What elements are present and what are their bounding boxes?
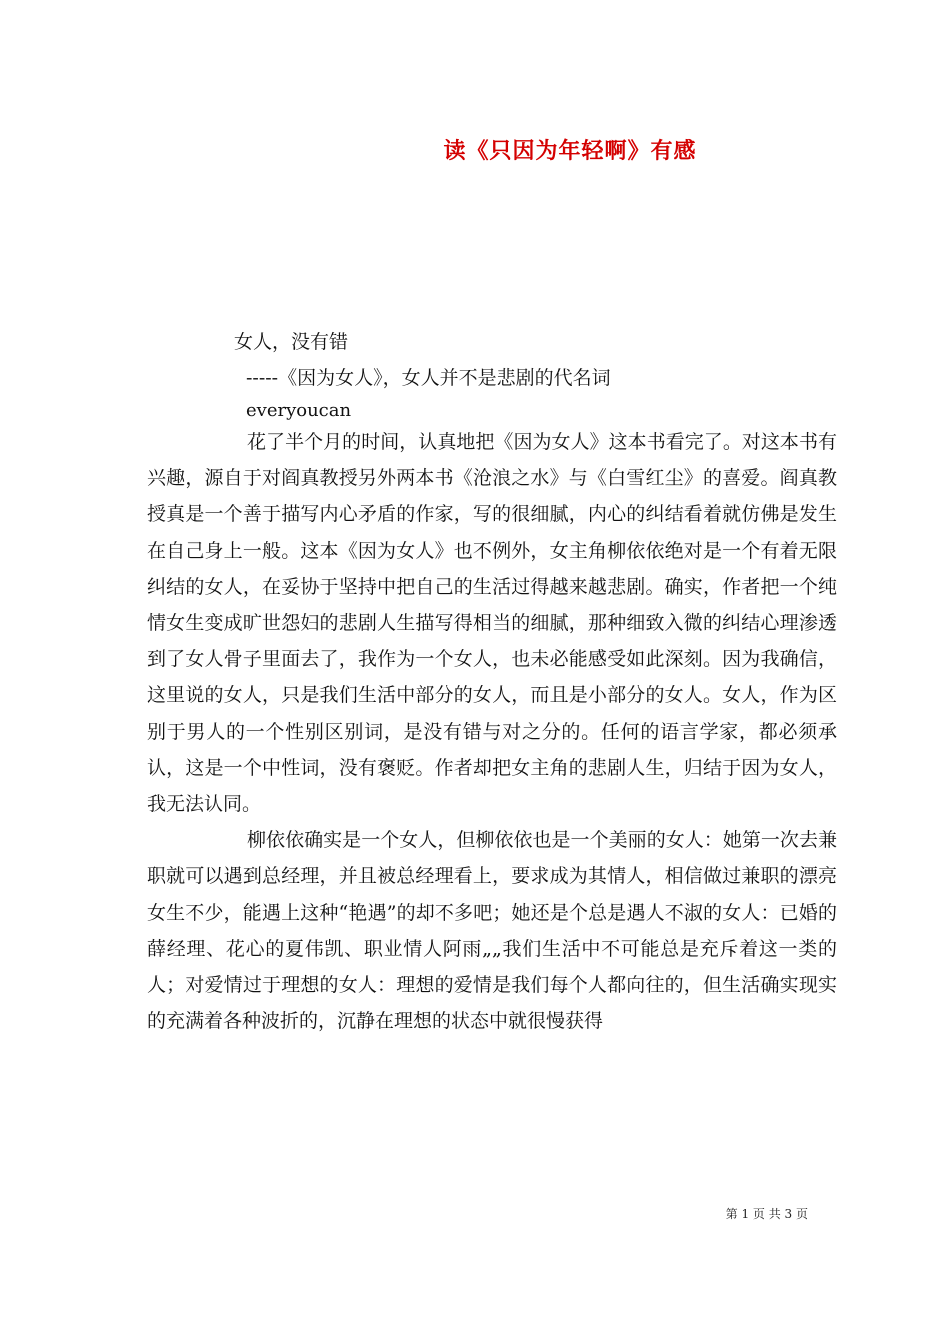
subtitle: -----《因为女人》，女人并不是悲剧的代名词 <box>246 367 611 389</box>
body-text <box>147 424 837 1039</box>
paragraph: 花了半个月的时间，认真地把《因为女人》这本书看完了。对这本书有兴趣，源自于对阎真教授另外两本书《沧浪之水》与《白雪红尘》的喜爱。阎真教授真是一个善于描写内心矛盾的作家，写的很细腻，内心的纠结看着就仿佛是发生在自己身上一般。这本《因为女人》也不例外，女主角柳依依绝对是一个有着无限纠结的女人，在妥协于坚持中把自己的生活过得越来越悲剧。确实，作者把一个纯情女生变成旷世怨妇的悲剧人生描写得相当的细腻，那种细致入微的纠结心理渗透到了女人骨子里面去了，我作为一个女人，也未必能感受如此深刻。因为我确信，这里说的女人，只是我们生活中部分的女人，而且是小部分的女人。女人，作为区别于男人的一个性别区别词，是没有错与对之分的。任何的语言学家，都必须承认，这是一个中性词，没有褒贬。作者却把女主角的悲剧人生，归结于因为女人，我无法认同。 <box>147 431 837 816</box>
page-number: 第 1 页 共 3 页 <box>725 1207 808 1221</box>
paragraph: 柳依依确实是一个女人，但柳依依也是一个美丽的女人：她第一次去兼职就可以遇到总经理，并且被总经理看上，要求成为其情人，相信做过兼职的漂亮女生不少，能遇上这种“艳遇”的却不多吧；她还是个总是遇人不淑的女人：已婚的薛经理、花心的夏伟凯、职业情人阿雨„„我们生活中不可能总是充斥着这一类的人；对爱情过于理想的女人：理想的爱情是我们每个人都向往的，但生活确实现实的充满着各种波折的，沉静在理想的状态中就很慢获得 <box>147 829 837 1033</box>
document-title: 读《只因为年轻啊》有感 <box>443 138 697 164</box>
subheading: 女人，没有错 <box>234 331 349 353</box>
author-name: everyoucan <box>246 400 352 421</box>
